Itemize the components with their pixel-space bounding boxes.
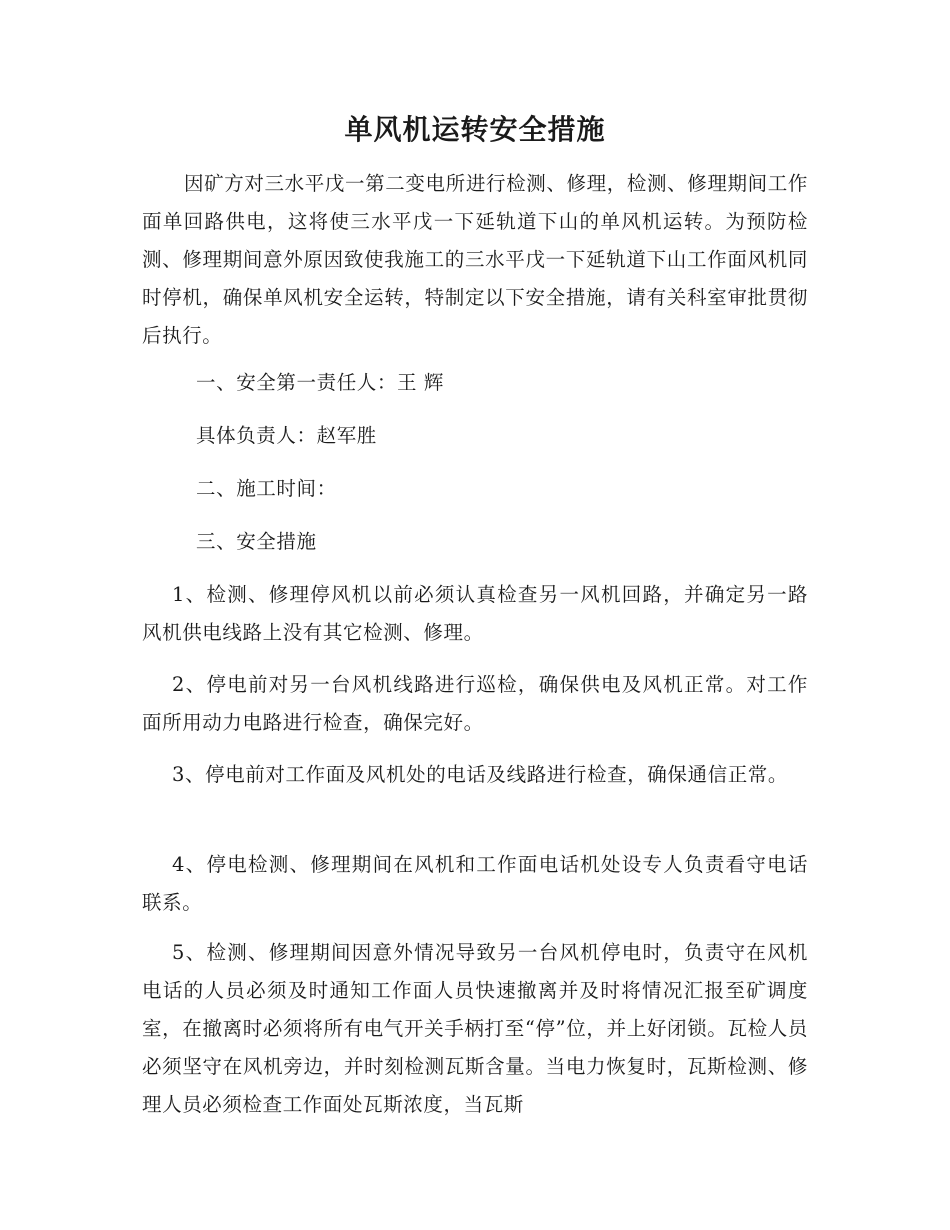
measure-item-5: 5、检测、修理期间因意外情况导致另一台风机停电时，负责守在风机电话的人员必须及时通知工作面人员快速撤离并及时将情况汇报至矿调度室，在撤离时必须将所有电气开关手柄打至“停”位，并上好闭锁。瓦检人员必须坚守在风机旁边，并时刻检测瓦斯含量。当电力恢复时，瓦斯检测、修理人员必须检查工作面处瓦斯浓度，当瓦斯 xyxy=(142,941,808,1116)
construction-time: 二、施工时间： xyxy=(196,477,337,500)
document-title: 单风机运转安全措施 xyxy=(344,113,606,146)
measure-item-1: 1、检测、修理停风机以前必须认真检查另一风机回路，并确定另一路风机供电线路上没有其它检测、修理。 xyxy=(142,583,808,644)
measure-item-3: 3、停电前对工作面及风机处的电话及线路进行检查，确保通信正常。 xyxy=(172,763,789,786)
measure-item-2: 2、停电前对另一台风机线路进行巡检，确保供电及风机正常。对工作面所用动力电路进行检查，确保完好。 xyxy=(142,673,808,734)
measures-heading: 三、安全措施 xyxy=(196,530,317,553)
responsible-specific: 具体负责人：赵军胜 xyxy=(196,424,377,447)
intro-paragraph: 因矿方对三水平戊一第二变电所进行检测、修理，检测、修理期间工作面单回路供电，这将使三水平戊一下延轨道下山的单风机运转。为预防检测、修理期间意外原因致使我施工的三水平戊一下延轨道下山工作面风机同时停机，确保单风机安全运转，特制定以下安全措施，请有关科室审批贯彻后执行。 xyxy=(142,172,808,347)
responsible-primary: 一、安全第一责任人：王 辉 xyxy=(196,371,444,394)
measure-item-4: 4、停电检测、修理期间在风机和工作面电话机处设专人负责看守电话联系。 xyxy=(142,853,808,914)
